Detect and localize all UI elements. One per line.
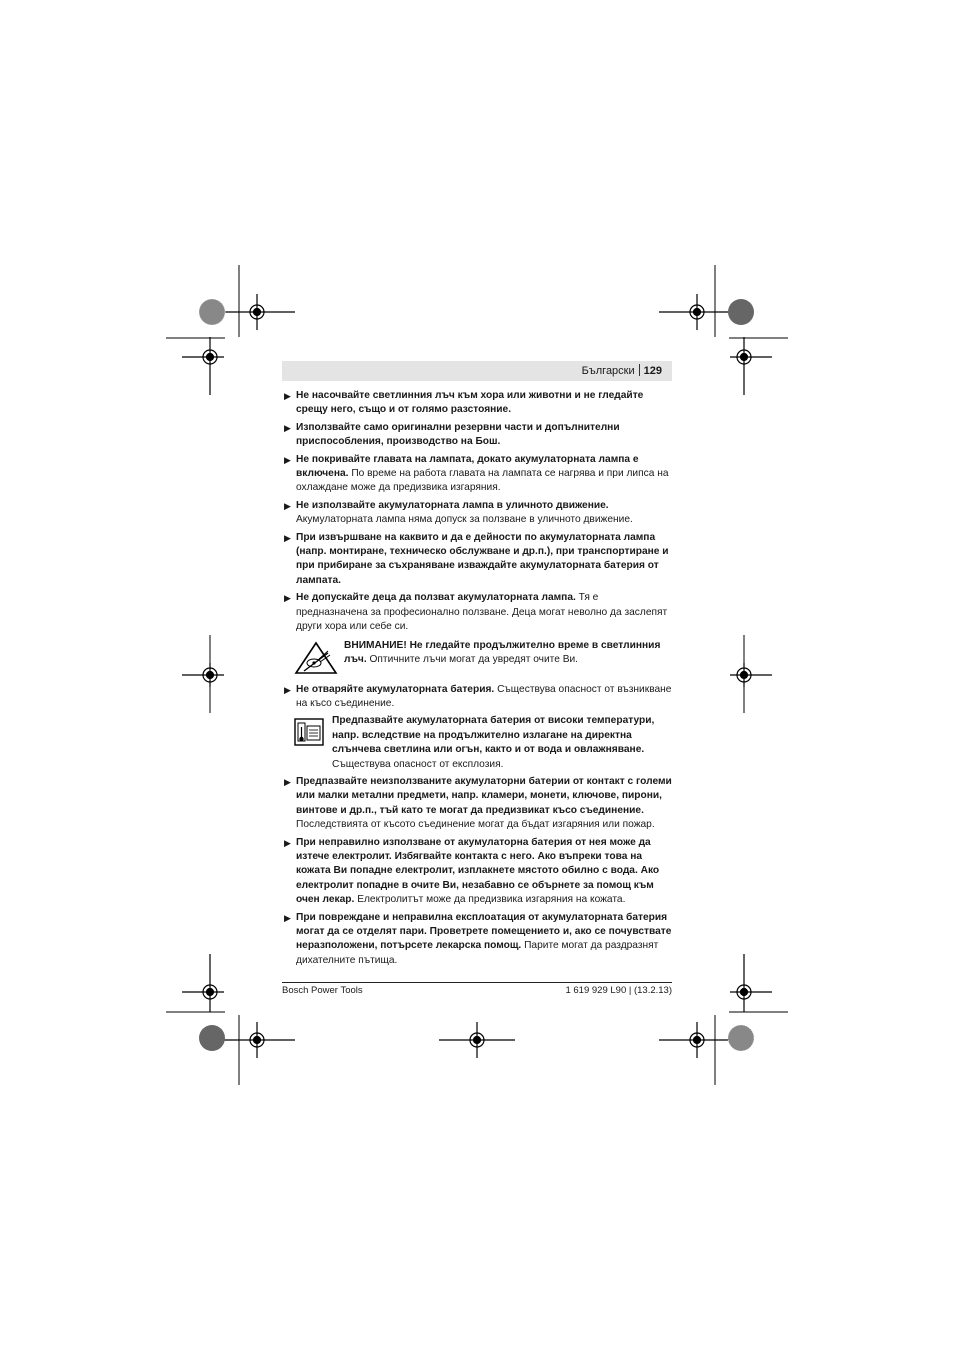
heat-warning: Предпазвайте акумулаторната батерия от високи температури, напр. вследствие на продължително излагане на директна слънчева светлина или огън, както и от вода и овлажняване. Съществува опасност от експлозия.	[284, 714, 672, 772]
page-number: 129	[643, 365, 662, 377]
list-item: ▶ Използвайте само оригинални резервни части и допълнителни приспособления, производство на Бош.	[284, 421, 620, 448]
footer-doc-number: 1 619 929 L90 | (13.2.13)	[565, 985, 672, 996]
header-language: Български	[581, 365, 635, 377]
list-item: ▶ При повреждане и неправилна експлоатация от акумулаторната батерия могат да се отделят пари. Проветрете помещението и, ако се почувствате неразположени, потърсете лекарска помощ. Парите могат да раздразнят дихателните пътища.	[284, 911, 672, 966]
footer-rule	[282, 982, 672, 983]
page-header	[282, 361, 672, 381]
list-item: ▶ Не допускайте деца да ползват акумулаторната лампа. Тя е предназначена за професионално ползване. Деца могат неволно да заслепят други хора или себе си.	[284, 592, 668, 633]
list-item: ▶ Не използвайте акумулаторната лампа в уличното движение. Акумулаторната лампа няма допуск за ползване в уличното движение.	[284, 499, 633, 526]
list-item: ▶ При извършване на каквито и да е дейности по акумулаторната лампа (напр. монтиране, техническо обслужване и др.п.), при транспортиране и при прибиране за съхраняване изваждайте акумулаторната батерия от лампата.	[284, 531, 669, 586]
bullet-icon: ▶	[284, 776, 291, 787]
footer-brand: Bosch Power Tools	[282, 985, 363, 996]
list-item: ▶ При неправилно използване от акумулаторна батерия от нея може да изтече електролит. Избягвайте контакта с него. Ако въпреки това на кожата Ви попадне електролит, изплакнете мястото обилно с вода. Ако електролит попадне в очите Ви, незабавно се обърнете за помощ към очен лекар. Електролитът може да предизвика изгаряния на кожата.	[284, 836, 660, 906]
bullet-icon: ▶	[284, 391, 291, 401]
eye-laser-warning-icon	[294, 641, 338, 675]
bullet-icon: ▶	[284, 500, 291, 511]
list-item: ▶ Не насочвайте светлинния лъч към хора или животни и не гледайте срещу него, също и от голямо разстояние.	[284, 390, 644, 416]
bullet-icon: ▶	[284, 454, 291, 465]
battery-temperature-icon	[294, 718, 324, 746]
bullet-icon: ▶	[284, 422, 291, 433]
bullet-icon: ▶	[284, 837, 291, 848]
bullet-icon: ▶	[284, 532, 291, 543]
bullet-icon: ▶	[284, 912, 291, 923]
bullet-icon: ▶	[284, 593, 291, 604]
list-item: ▶ Не покривайте главата на лампата, докато акумулаторната лампа е включена. По време на работа главата на лампата се нагрява и при липса на охлаждане може да предизвика изгаряния.	[284, 453, 669, 494]
light-warning: ВНИМАНИЕ! Не гледайте продължително време в светлинния лъч. Оптичните лъчи могат да увредят очите Ви.	[284, 639, 672, 679]
list-item: ▶ Не отваряйте акумулаторната батерия. Съществува опасност от възникване на късо съединение.	[284, 683, 672, 709]
header-divider	[639, 364, 640, 376]
list-item: ▶ Предпазвайте неизползваните акумулаторни батерии от контакт с големи или малки метални предмети, напр. кламери, монети, ключове, пирони, винтове и др.п., тъй като те могат да предизвикат късо съединение. Последствията от късото съединение могат да бъдат изгаряния или пожар.	[284, 775, 672, 831]
bullet-icon: ▶	[284, 684, 291, 695]
safety-instructions	[284, 389, 672, 971]
